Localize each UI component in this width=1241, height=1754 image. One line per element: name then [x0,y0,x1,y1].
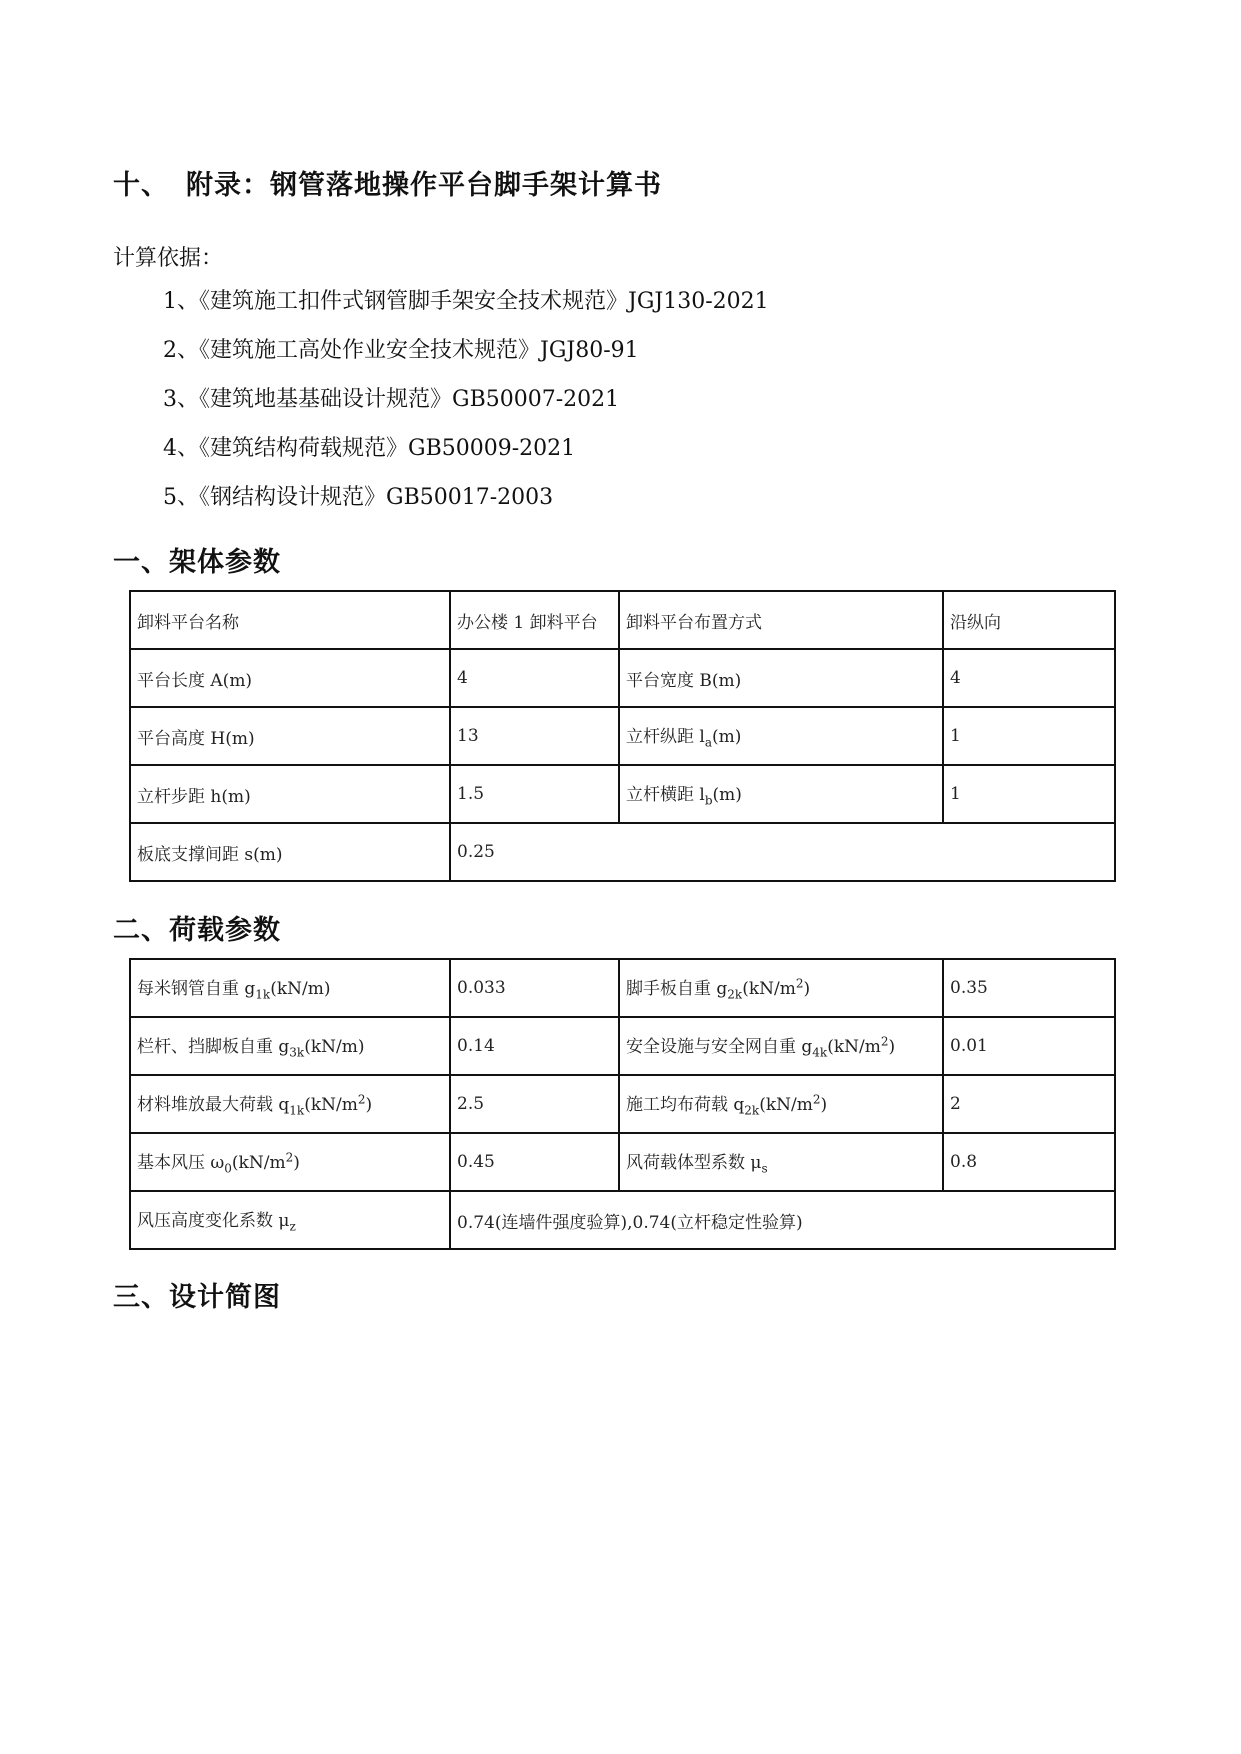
table-cell-label: 脚手板自重 $g_{2k}(kN/m^2)$ [619,959,943,1017]
table-cell-label: 立杆纵距 $l_a(m)$ [619,707,943,765]
table-cell-value: 4 [450,649,619,707]
section-title-design-diagram: 三、设计简图 [113,1282,281,1313]
table-cell-value: 1 [943,707,1115,765]
table-cell-value: 2.5 [450,1075,619,1133]
table-cell-value: 0.25 [450,823,1115,881]
appendix-heading [113,163,662,202]
table-cell-value: 0.35 [943,959,1115,1017]
table-cell-label: 安全设施与安全网自重 $g_{4k}(kN/m^2)$ [619,1017,943,1075]
table-row [130,1017,1115,1075]
table-cell-value: 0.45 [450,1133,619,1191]
table-cell-label: 卸料平台布置方式 [619,591,943,649]
basis-item: 4、《建筑结构荷载规范》GB50009-2021 [163,436,576,461]
table-cell-value: 13 [450,707,619,765]
table-row [130,959,1115,1017]
basis-item: 1、《建筑施工扣件式钢管脚手架安全技术规范》JGJ130-2021 [163,289,769,314]
table-row [130,649,1115,707]
table-cell-label: 施工均布荷载 $q_{2k}(kN/m^2)$ [619,1075,943,1133]
table-cell-value: 4 [943,649,1115,707]
basis-item: 3、《建筑地基基础设计规范》GB50007-2021 [163,387,620,412]
table-cell-label: 板底支撑间距 s(m) [130,823,450,881]
table-row [130,1075,1115,1133]
table-cell-value: 沿纵向 [943,591,1115,649]
table-cell-label: 基本风压 $\omega_0(kN/m^2)$ [130,1133,450,1191]
table-cell-label: 栏杆、挡脚板自重 $g_{3k}(kN/m)$ [130,1017,450,1075]
basis-item: 2、《建筑施工高处作业安全技术规范》JGJ80-91 [163,338,639,363]
table-cell-value: 0.74(连墙件强度验算),0.74(立杆稳定性验算) [450,1191,1115,1249]
table-cell-value: 0.01 [943,1017,1115,1075]
table-cell-label: 平台长度 A(m) [130,649,450,707]
table-cell-label: 平台高度 H(m) [130,707,450,765]
basis-list [163,285,769,530]
table-cell-label: 每米钢管自重 $g_{1k}(kN/m)$ [130,959,450,1017]
load-params-table [129,958,1116,1250]
appendix-title: 附录：钢管落地操作平台脚手架计算书 [186,170,662,201]
section-title-load-params: 二、荷载参数 [113,915,281,946]
basis-title: 计算依据： [113,246,224,271]
table-row [130,1191,1115,1249]
appendix-number: 十、 [113,170,169,201]
basis-item: 5、《钢结构设计规范》GB50017-2003 [163,485,554,510]
table-cell-label: 立杆横距 $l_b(m)$ [619,765,943,823]
table-cell-label: 材料堆放最大荷载 $q_{1k}(kN/m^2)$ [130,1075,450,1133]
table-row [130,1133,1115,1191]
table-row [130,823,1115,881]
table-row [130,707,1115,765]
table-cell-value: 1 [943,765,1115,823]
table-cell-value: 0.14 [450,1017,619,1075]
table-cell-value: 0.8 [943,1133,1115,1191]
table-cell-label: 风荷载体型系数 $\mu_s$ [619,1133,943,1191]
table-cell-value: 2 [943,1075,1115,1133]
table-cell-value: 0.033 [450,959,619,1017]
table-cell-label: 风压高度变化系数 $\mu_z$ [130,1191,450,1249]
table-cell-label: 卸料平台名称 [130,591,450,649]
section-title-frame-params: 一、架体参数 [113,547,281,578]
table-cell-value: 1.5 [450,765,619,823]
table-cell-value: 办公楼 1 卸料平台 [450,591,619,649]
table-cell-label: 平台宽度 B(m) [619,649,943,707]
table-row [130,765,1115,823]
table-cell-label: 立杆步距 h(m) [130,765,450,823]
frame-params-table [129,590,1116,882]
table-row [130,591,1115,649]
